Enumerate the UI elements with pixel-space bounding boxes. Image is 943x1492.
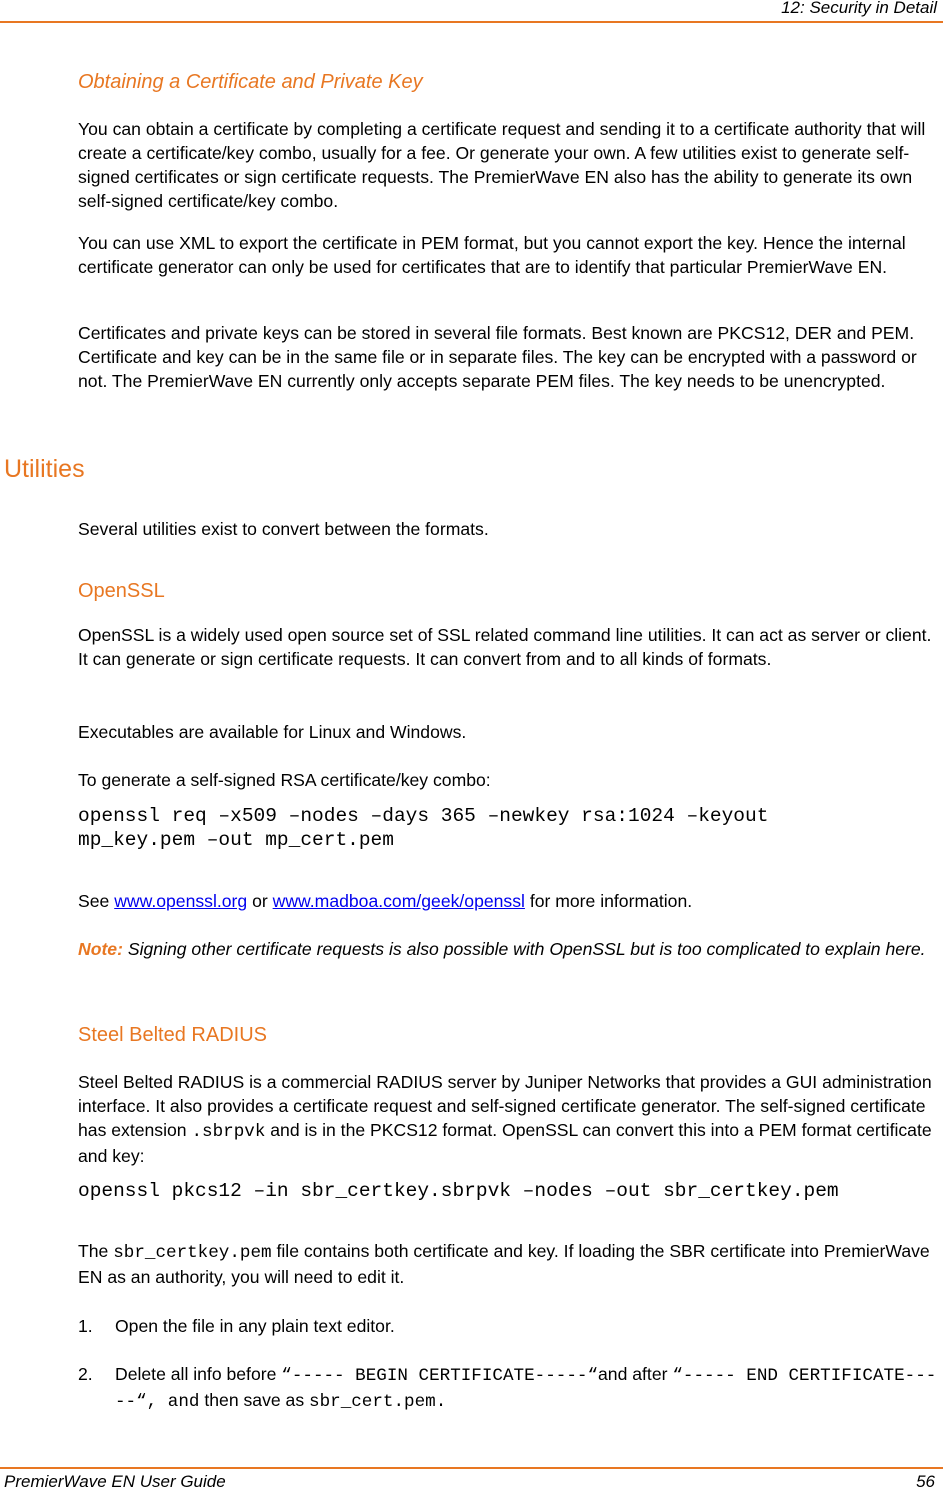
code-line-1: openssl req –x509 –nodes –days 365 –newkey rsa:1024 –keyout <box>78 805 769 827</box>
page-number: 56 <box>916 1472 935 1491</box>
paragraph-generate-combo: To generate a self-signed RSA certificate/key combo: <box>78 770 491 790</box>
certkey-filename: sbr_certkey.pem <box>113 1243 272 1263</box>
code-line-2: mp_key.pem –out mp_cert.pem <box>78 829 394 851</box>
paragraph-utilities-intro: Several utilities exist to convert between the formats. <box>78 519 489 539</box>
step-text <box>115 1362 940 1414</box>
link-madboa-openssl[interactable]: www.madboa.com/geek/openssl <box>272 891 525 911</box>
certkey-text-a: The <box>78 1241 114 1261</box>
paragraph-see-more <box>78 889 940 913</box>
code-openssl-req <box>78 804 940 852</box>
step2-filename: sbr_cert.pem. <box>309 1392 447 1412</box>
see-prefix: See <box>78 891 115 911</box>
see-middle: or <box>247 891 273 911</box>
step2-text-a: Delete all info before <box>115 1364 282 1384</box>
see-suffix: for more information. <box>524 891 693 911</box>
paragraph-sbr-certkey <box>78 1239 940 1289</box>
paragraph-file-formats: Certificates and private keys can be stored in several file formats. Best known are PKCS12, DER and PEM. Certificate and key can be in the same file or in separate files. The key can be encrypted with a password or not. The PremierWave EN currently only accepts separate PEM files. The key needs to be unencrypted. <box>78 323 917 391</box>
footer-guide-title: PremierWave EN User Guide <box>4 1472 226 1491</box>
step2-begin-marker: “----- BEGIN CERTIFICATE-----“ <box>281 1366 599 1386</box>
paragraph-xml-export: You can use XML to export the certificate in PEM format, but you cannot export the key. Hence the internal certificate generator can only be used for certificates that are to identify that particular PremierWave EN. <box>78 233 906 277</box>
certkey-text-b: file contains both certificate and key. If loading the SBR certificate into PremierWave EN as an authority, you will need to edit it. <box>78 1241 930 1287</box>
note-label: Note: <box>78 939 123 959</box>
step-text: Open the file in any plain text editor. <box>115 1316 395 1336</box>
header-rule <box>0 21 943 23</box>
sbr-text-a: Steel Belted RADIUS is a commercial RADIUS server by Juniper Networks that provides a GUI administration interface. It also provides a certificate request and self-signed certificate generator. The self-signed certificate has extension <box>78 1072 932 1140</box>
list-item <box>78 1314 940 1338</box>
heading-steel-belted-radius: Steel Belted RADIUS <box>78 1024 267 1046</box>
note-text: Signing other certificate requests is also possible with OpenSSL but is too complicated to explain here. <box>122 939 926 959</box>
heading-obtaining-certificate: Obtaining a Certificate and Private Key <box>78 71 423 93</box>
running-header: 12: Security in Detail <box>781 0 937 17</box>
note-openssl <box>78 937 940 961</box>
list-item <box>78 1362 940 1410</box>
heading-utilities: Utilities <box>4 455 85 483</box>
sbr-text-b: and is in the PKCS12 format. OpenSSL can convert this into a PEM format certificate and key: <box>78 1120 932 1166</box>
paragraph-openssl-description: OpenSSL is a widely used open source set of SSL related command line utilities. It can act as server or client. It can generate or sign certificate requests. It can convert from and to all kinds of formats. <box>78 625 932 669</box>
paragraph-sbr-description <box>78 1070 940 1168</box>
code-openssl-pkcs12: openssl pkcs12 –in sbr_certkey.sbrpvk –nodes –out sbr_certkey.pem <box>78 1180 839 1202</box>
footer-rule <box>0 1467 943 1469</box>
paragraph-executables: Executables are available for Linux and Windows. <box>78 722 467 742</box>
step2-text-c: then save as <box>199 1390 310 1410</box>
link-openssl-org[interactable]: www.openssl.org <box>114 891 248 911</box>
sbr-extension: .sbrpvk <box>191 1122 266 1142</box>
paragraph-obtain-certificate: You can obtain a certificate by completing a certificate request and sending it to a certificate authority that will create a certificate/key combo, usually for a fee. Or generate your own. A few utilities exist to generate self-signed certificates or sign certificate requests. The PremierWave EN also has the ability to generate its own self-signed certificate/key combo. <box>78 119 926 211</box>
heading-openssl: OpenSSL <box>78 580 165 602</box>
step2-end-marker: “----- END CERTIFICATE-----“, and <box>115 1366 937 1412</box>
step-number: 1. <box>78 1316 93 1336</box>
step-number: 2. <box>78 1364 93 1384</box>
step2-text-b: and after <box>598 1364 673 1384</box>
